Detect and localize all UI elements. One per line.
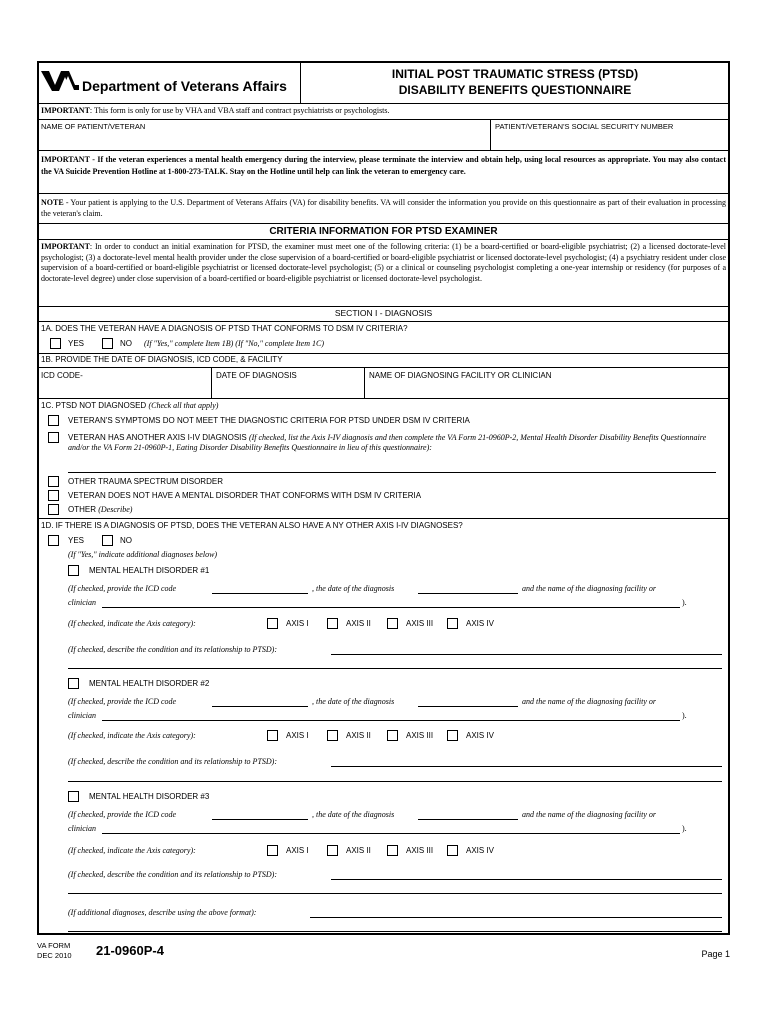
axis2-label: AXIS II [346,619,371,628]
q1d-hint: (If "Yes," indicate additional diagnoses below) [68,550,218,559]
no-label: NO [120,339,132,348]
opt-no-disorder-checkbox[interactable] [48,490,59,501]
agency-name: Department of Veterans Affairs [82,78,287,94]
disorder-1-describe-line2[interactable] [68,668,722,669]
disorder-3-axis1-checkbox[interactable] [267,845,278,856]
disorder-2-describe-line2[interactable] [68,781,722,782]
question-1a: 1A. DOES THE VETERAN HAVE A DIAGNOSIS OF PTSD THAT CONFORMS TO DSM IV CRITERIA? [41,324,408,333]
disorder-2-axis3-checkbox[interactable] [387,730,398,741]
additional-line[interactable] [310,917,722,918]
opt-other-label: OTHER [68,505,96,514]
ssn-field[interactable] [493,133,727,148]
icd-code-label: ICD CODE- [41,371,83,380]
icd-code-field[interactable] [40,382,209,396]
icd-prompt: (If checked, provide the ICD code [68,697,177,706]
yes-label: YES [68,536,85,545]
disorder-1-axis3-checkbox[interactable] [387,618,398,629]
opt-symptoms-checkbox[interactable] [48,415,59,426]
va-seal-icon [40,68,80,94]
clinician-label: clinician [68,824,96,833]
opt-axis-text [68,433,716,453]
disorder-3-checkbox[interactable] [68,791,79,802]
rule [37,321,730,322]
note-label: NOTE [41,198,64,207]
clinician-label: clinician [68,711,96,720]
yes-label: YES [68,339,85,348]
axis4-label: AXIS IV [466,731,495,740]
icd-prompt: (If checked, provide the ICD code [68,584,177,593]
date-prompt: , the date of the diagnosis [312,697,395,706]
question-1b: 1B. PROVIDE THE DATE OF DIAGNOSIS, ICD CODE, & FACILITY [41,355,283,364]
q1a-hint: (If "Yes," complete Item 1B) (If "No," complete Item 1C) [144,339,324,348]
q1a-no-checkbox[interactable] [102,338,113,349]
form-title-line2: DISABILITY BENEFITS QUESTIONNAIRE [398,83,632,97]
disorder-1-icd-line[interactable] [212,593,308,594]
disorder-1-axis2-checkbox[interactable] [327,618,338,629]
opt-axis-hint: (If checked, list the Axis I-IV diagnosis and then complete the VA Form 21-0960P-2, Mental Health Disorder Disability Benefits Questionnaire and/or the VA Form 21-0960P-1, Eating Disorder Disability Benefits Questionnaire in lieu of this questionnaire): [68,433,707,452]
section-heading: SECTION I - DIAGNOSIS [334,308,433,318]
rule [37,353,730,354]
important-notice [41,106,721,116]
describe-prompt: (If checked, describe the condition and its relationship to PTSD): [68,757,277,766]
rule [37,306,730,307]
disorder-3-axis3-checkbox[interactable] [387,845,398,856]
date-of-diagnosis-label: DATE OF DIAGNOSIS [216,371,297,380]
close-paren: ). [682,598,687,607]
important-text: : This form is only for use by VHA and VBA staff and contract psychiatrists or psychologists. [89,106,390,115]
rule [37,193,730,194]
q1d-yes-checkbox[interactable] [48,535,59,546]
disorder-3-clinician-line[interactable] [102,833,680,834]
icd-prompt: (If checked, provide the ICD code [68,810,177,819]
q1c-hint: (Check all that apply) [148,401,219,410]
name-prompt: and the name of the diagnosing facility or [522,584,656,593]
additional-line2[interactable] [68,931,722,932]
rule [37,103,730,104]
emergency-notice [41,154,726,177]
disorder-1-date-line[interactable] [418,593,518,594]
rule [37,239,730,240]
disorder-2-axis1-checkbox[interactable] [267,730,278,741]
opt-other-checkbox[interactable] [48,504,59,515]
axis1-label: AXIS I [286,731,309,740]
disorder-1-axis4-checkbox[interactable] [447,618,458,629]
note-notice [41,197,726,219]
disorder-2-clinician-line[interactable] [102,720,680,721]
disorder-1-checkbox[interactable] [68,565,79,576]
criteria-body: : In order to conduct an initial examination for PTSD, the examiner must meet one of the following criteria: (1) be a board-certified or board-eligible psychiatrist; (2) a licensed doctorate-level psychologist; (3) a doctorate-level mental health provider under the close supervision of a board-certified or board-eligible psychiatrist or licensed doctorate-level psychologist; (4) a psychiatry resident under close supervision of a board-certified or board-eligible psychiatrist or licensed doctorate-level psychologist; (5) or a clinical or counseling psychologist completing a one-year internship or residency (for purposes of a doctorate-level degree) under close supervision of a board-certified or board-eligible psychiatrist or licensed doctorate-level psychologist. [41,242,726,283]
opt-other-hint: (Describe) [98,505,133,514]
opt-other-text [68,505,132,515]
disorder-2-label: MENTAL HEALTH DISORDER #2 [89,679,210,688]
criteria-heading: CRITERIA INFORMATION FOR PTSD EXAMINER [269,226,498,237]
axis3-label: AXIS III [406,619,434,628]
disorder-3-date-line[interactable] [418,819,518,820]
opt-symptoms-label: VETERAN'S SYMPTOMS DO NOT MEET THE DIAGNOSTIC CRITERIA FOR PTSD UNDER DSM IV CRITERIA [68,416,470,425]
important-label: IMPORTANT [41,242,90,251]
date-prompt: , the date of the diagnosis [312,810,395,819]
axis-prompt: (If checked, indicate the Axis category): [68,619,196,628]
page-number: Page 1 [701,949,730,959]
disorder-1-clinician-line[interactable] [102,607,680,608]
disorder-1-describe-line[interactable] [331,654,722,655]
divider [211,367,212,398]
patient-name-label: NAME OF PATIENT/VETERAN [41,122,146,131]
describe-prompt: (If checked, describe the condition and its relationship to PTSD): [68,870,277,879]
disorder-2-icd-line[interactable] [212,706,308,707]
axis4-label: AXIS IV [466,846,495,855]
disorder-2-checkbox[interactable] [68,678,79,689]
date-prompt: , the date of the diagnosis [312,584,395,593]
disorder-3-describe-line2[interactable] [68,893,722,894]
va-logo [40,68,80,94]
question-1c [41,401,218,411]
disorder-3-label: MENTAL HEALTH DISORDER #3 [89,792,210,801]
disorder-1-label: MENTAL HEALTH DISORDER #1 [89,566,210,575]
disorder-3-icd-line[interactable] [212,819,308,820]
disorder-2-date-line[interactable] [418,706,518,707]
divider [490,119,491,150]
axis3-label: AXIS III [406,731,434,740]
q1d-no-checkbox[interactable] [102,535,113,546]
facility-field[interactable] [367,382,727,396]
axis2-label: AXIS II [346,731,371,740]
facility-label: NAME OF DIAGNOSING FACILITY OR CLINICIAN [369,371,552,380]
rule [37,119,730,120]
close-paren: ). [682,824,687,833]
clinician-label: clinician [68,598,96,607]
axis4-label: AXIS IV [466,619,495,628]
opt-axis-label: VETERAN HAS ANOTHER AXIS I-IV DIAGNOSIS [68,433,247,442]
axis2-label: AXIS II [346,846,371,855]
important-label: IMPORTANT [41,106,90,115]
date-of-diagnosis-field[interactable] [214,382,362,396]
disorder-1-axis1-checkbox[interactable] [267,618,278,629]
note-text: - Your patient is applying to the U.S. Department of Veterans Affairs (VA) for disability benefits. VA will consider the information you provide on this questionnaire as part of their evaluation in processing the veteran's claim. [41,198,726,218]
opt-trauma-checkbox[interactable] [48,476,59,487]
form-title-line1: INITIAL POST TRAUMATIC STRESS (PTSD) [391,67,639,81]
rule [37,367,730,368]
divider [364,367,365,398]
disorder-3-axis2-checkbox[interactable] [327,845,338,856]
rule [37,223,730,224]
question-1d: 1D. IF THERE IS A DIAGNOSIS OF PTSD, DOES THE VETERAN ALSO HAVE A NY OTHER AXIS I-IV DIAGNOSES? [41,521,463,530]
q1a-yes-checkbox[interactable] [50,338,61,349]
axis1-label: AXIS I [286,619,309,628]
emergency-text: If the veteran experiences a mental health emergency during the interview, please terminate the interview and obtain help, using local resources as appropriate. You may also contact the VA Suicide Prevention Hotline at 1-800-273-TALK. Stay on the Hotline until help can link the veteran to emergency care. [41,155,727,176]
va-form-label: VA FORM [37,941,71,950]
axis3-label: AXIS III [406,846,434,855]
ssn-label: PATIENT/VETERAN'S SOCIAL SECURITY NUMBER [495,122,674,131]
axis-diagnosis-line[interactable] [68,472,716,473]
form-date: DEC 2010 [37,951,72,960]
axis-prompt: (If checked, indicate the Axis category): [68,846,196,855]
patient-name-field[interactable] [40,133,488,148]
rule [37,150,730,151]
no-label: NO [120,536,132,545]
axis1-label: AXIS I [286,846,309,855]
q1c-label: 1C. PTSD NOT DIAGNOSED [41,401,147,410]
name-prompt: and the name of the diagnosing facility or [522,810,656,819]
describe-prompt: (If checked, describe the condition and its relationship to PTSD): [68,645,277,654]
opt-axis-checkbox[interactable] [48,432,59,443]
disorder-3-describe-line[interactable] [331,879,722,880]
disorder-2-axis2-checkbox[interactable] [327,730,338,741]
rule [37,518,730,519]
opt-trauma-label: OTHER TRAUMA SPECTRUM DISORDER [68,477,223,486]
disorder-3-axis4-checkbox[interactable] [447,845,458,856]
name-prompt: and the name of the diagnosing facility or [522,697,656,706]
additional-prompt: (If additional diagnoses, describe using the above format): [68,908,257,917]
form-number: 21-0960P-4 [96,943,164,958]
opt-no-disorder-label: VETERAN DOES NOT HAVE A MENTAL DISORDER THAT CONFORMS WITH DSM IV CRITERIA [68,491,422,500]
criteria-text [41,242,726,284]
close-paren: ). [682,711,687,720]
important-label: IMPORTANT - [41,155,95,164]
disorder-2-axis4-checkbox[interactable] [447,730,458,741]
rule [37,398,730,399]
axis-prompt: (If checked, indicate the Axis category): [68,731,196,740]
disorder-2-describe-line[interactable] [331,766,722,767]
